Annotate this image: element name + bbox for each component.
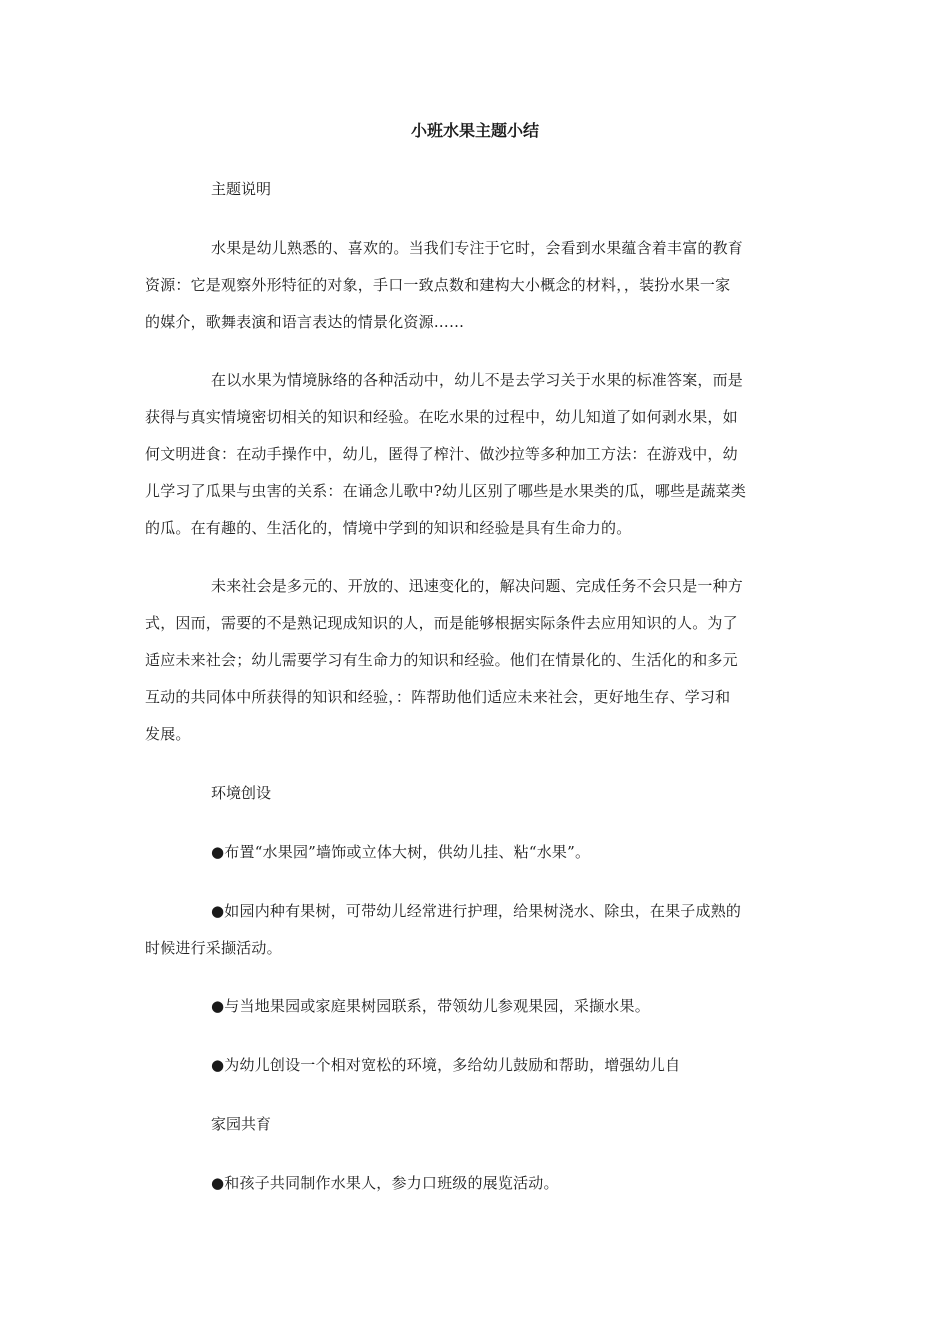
section-heading-home: 家园共育 <box>211 1115 272 1133</box>
text-line: 时候进行采撷活动。 <box>145 939 282 957</box>
text-line: 在以水果为情境脉络的各种活动中，幼儿不是去学习关于水果的标准答案，而是 <box>211 371 744 389</box>
text-line: 未来社会是多元的、开放的、迅速变化的，解决问题、完成任务不会只是一种方 <box>211 577 744 595</box>
text-line: 的媒介，歌舞表演和语言表达的情景化资源…… <box>145 313 465 331</box>
text-line: 水果是幼儿熟悉的、喜欢的。当我们专注于它时，会看到水果蕴含着丰富的教育 <box>211 239 744 257</box>
text-line: ●为幼儿创设一个相对宽松的环境，多给幼儿鼓励和帮助，增强幼儿自 <box>211 1056 681 1074</box>
text-line: 的瓜。在有趣的、生活化的，情境中学到的知识和经验是具有生命力的。 <box>145 519 632 537</box>
paragraph-theme-1 <box>145 230 805 341</box>
bullet-environment-2 <box>145 893 805 967</box>
text-line: 式，因而，需要的不是熟记现成知识的人，而是能够根据实际条件去应用知识的人。为了 <box>145 614 738 632</box>
text-line: 发展。 <box>145 725 191 743</box>
text-line: ●和孩子共同制作水果人，参力口班级的展览活动。 <box>211 1174 559 1192</box>
section-heading-theme: 主题说明 <box>211 180 272 198</box>
text-line: ●如园内种有果树，可带幼儿经常进行护理，给果树浇水、除虫，在果子成熟的 <box>211 902 742 920</box>
document-title: 小班水果主题小结 <box>410 121 539 140</box>
text-line: 获得与真实情境密切相关的知识和经验。在吃水果的过程中，幼儿知道了如何剥水果，如 <box>145 408 738 426</box>
text-line: ●与当地果园或家庭果树园联系，带领幼儿参观果园，采撷水果。 <box>211 997 650 1015</box>
text-line: 互动的共同体中所获得的知识和经验，：阵帮助他们适应未来社会，更好地生存、学习和 <box>145 688 731 706</box>
paragraph-theme-2 <box>145 362 805 547</box>
text-line: ●布置“水果园”墙饰或立体大树，供幼儿挂、粘“水果”。 <box>211 843 591 861</box>
text-line: 何文明进食：在动手操作中，幼儿，匿得了榨汁、做沙拉等多种加工方法：在游戏中，幼 <box>145 445 738 463</box>
bullet-environment-3 <box>145 988 805 1025</box>
paragraph-theme-3 <box>145 568 805 753</box>
bullet-environment-1 <box>145 834 805 871</box>
text-line: 儿学习了瓜果与虫害的关系：在诵念儿歌中?幼儿区别了哪些是水果类的瓜，哪些是蔬菜类 <box>145 482 747 500</box>
text-line: 适应未来社会；幼儿需要学习有生命力的知识和经验。他们在情景化的、生活化的和多元 <box>145 651 738 669</box>
bullet-home-1 <box>145 1165 805 1202</box>
text-line: 资源：它是观察外形特征的对象，手口一致点数和建构大小概念的材料，，装扮水果一家 <box>145 276 731 294</box>
bullet-environment-4 <box>145 1047 805 1084</box>
section-heading-environment: 环境创设 <box>211 784 272 802</box>
